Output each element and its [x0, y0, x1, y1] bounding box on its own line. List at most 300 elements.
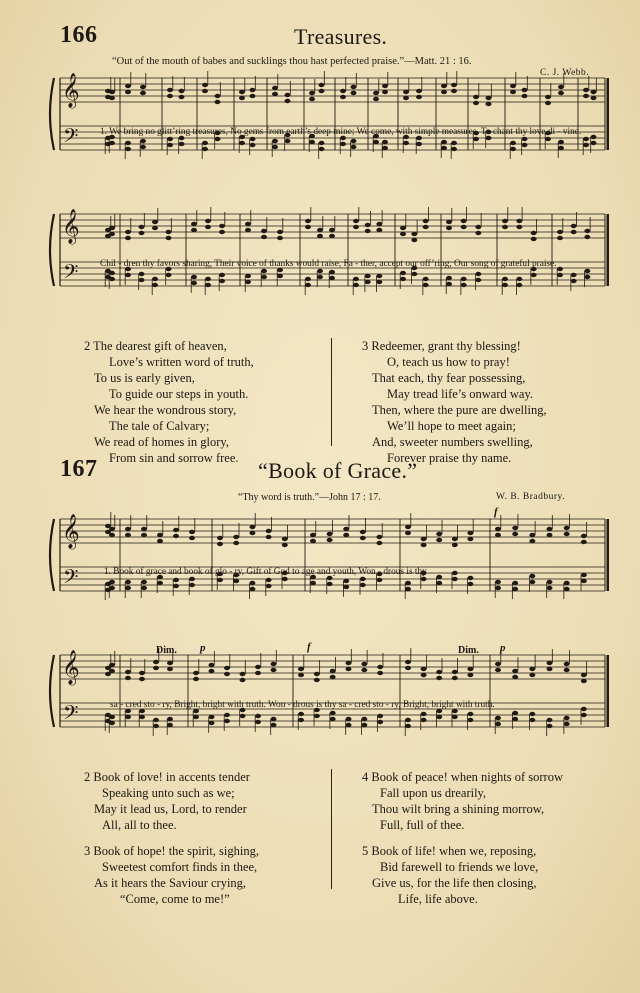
note-head [245, 222, 251, 226]
note-head [373, 140, 379, 144]
note-head [189, 577, 195, 581]
note-head [109, 90, 115, 94]
note-head [416, 89, 422, 93]
note-head [272, 139, 278, 143]
note-head [224, 666, 230, 670]
note-head [495, 668, 501, 672]
verse-line: Love’s written word of truth, [109, 355, 254, 369]
note-head [125, 90, 131, 94]
note-head [353, 283, 359, 287]
verse-line: And, sweeter numbers swelling, [372, 435, 533, 449]
note-head [305, 283, 311, 287]
note-head [584, 229, 590, 233]
note-head [564, 716, 570, 720]
note-head [591, 96, 597, 100]
note-head [441, 140, 447, 144]
note-head [405, 581, 411, 585]
note-head [558, 146, 564, 150]
bass-clef: 𝄢 [63, 124, 79, 152]
note-head [405, 724, 411, 728]
note-head [166, 236, 172, 240]
note-head [193, 677, 199, 681]
note-head [452, 537, 458, 541]
note-head [360, 577, 366, 581]
note-head [376, 535, 382, 539]
verse-block-left [84, 769, 259, 907]
final-barline-thick [607, 214, 610, 286]
note-head [271, 717, 277, 721]
note-head [529, 580, 535, 584]
note-head [191, 275, 197, 279]
note-head [564, 722, 570, 726]
note-head [467, 667, 473, 671]
note-head [139, 231, 145, 235]
note-head [309, 140, 315, 144]
note-head [271, 662, 277, 666]
note-head [125, 84, 131, 88]
note-head [109, 96, 115, 100]
note-head [591, 90, 597, 94]
note-head [125, 676, 131, 680]
verse-block-right [362, 338, 547, 466]
verse-divider [331, 338, 332, 446]
note-head [557, 273, 563, 277]
note-head [179, 89, 185, 93]
note-head [167, 667, 173, 671]
verse-line: That each, thy fear possessing, [372, 371, 526, 385]
note-head [271, 723, 277, 727]
note-head [285, 93, 291, 97]
verse-line: Life, life above. [398, 892, 478, 906]
note-head [340, 95, 346, 99]
note-head [239, 96, 245, 100]
note-head [319, 141, 325, 145]
note-head [319, 147, 325, 151]
note-head [219, 224, 225, 228]
note-head [486, 96, 492, 100]
note-head [343, 533, 349, 537]
note-head [191, 222, 197, 226]
note-head [125, 580, 131, 584]
final-barline-thick [607, 78, 610, 150]
note-head [219, 230, 225, 234]
note-head [167, 94, 173, 98]
note-head [584, 269, 590, 273]
note-head [109, 669, 115, 673]
note-head [545, 137, 551, 141]
note-head [416, 95, 422, 99]
note-head [109, 232, 115, 236]
note-head [125, 141, 131, 145]
note-head [581, 573, 587, 577]
note-head [266, 529, 272, 533]
note-head [583, 88, 589, 92]
verse-line: O, teach us how to pray! [387, 355, 510, 369]
note-head [189, 583, 195, 587]
note-head [329, 276, 335, 280]
note-head [405, 660, 411, 664]
note-head [547, 724, 553, 728]
note-head [309, 91, 315, 95]
note-head [376, 578, 382, 582]
note-head [153, 666, 159, 670]
note-head [571, 279, 577, 283]
note-head [153, 660, 159, 664]
note-head [376, 222, 382, 226]
note-head [436, 581, 442, 585]
note-head [473, 95, 479, 99]
note-head [109, 580, 115, 584]
hymn-title: “Book of Grace.” [258, 458, 418, 483]
verse-line: We read of homes in glory, [94, 435, 229, 449]
note-head [240, 672, 246, 676]
note-head [140, 85, 146, 89]
note-head [215, 137, 221, 141]
note-head [272, 86, 278, 90]
note-head [249, 531, 255, 535]
note-head [475, 225, 481, 229]
note-head [373, 97, 379, 101]
note-head [467, 582, 473, 586]
note-head [109, 277, 115, 281]
note-head [591, 135, 597, 139]
note-head [531, 231, 537, 235]
note-head [403, 141, 409, 145]
note-head [152, 283, 158, 287]
note-head [125, 273, 131, 277]
note-head [329, 228, 335, 232]
note-head [202, 89, 208, 93]
note-head [547, 533, 553, 537]
note-head [583, 94, 589, 98]
note-head [249, 587, 255, 591]
note-head [516, 225, 522, 229]
note-head [529, 539, 535, 543]
verse-line: Give us, for the life then closing, [372, 876, 537, 890]
note-head [361, 717, 367, 721]
note-head [140, 139, 146, 143]
note-head [557, 230, 563, 234]
note-head [467, 531, 473, 535]
note-head [330, 717, 336, 721]
note-head [516, 219, 522, 223]
scripture-reference: “Thy word is truth.”—John 17 : 17. [238, 492, 381, 503]
note-head [327, 538, 333, 542]
note-head [360, 583, 366, 587]
note-head [215, 94, 221, 98]
note-head [224, 719, 230, 723]
note-head [467, 712, 473, 716]
note-head [522, 94, 528, 98]
note-head [564, 662, 570, 666]
note-head [109, 271, 115, 275]
dynamic-mark: Dim. [458, 645, 479, 656]
note-head [564, 526, 570, 530]
note-head [249, 581, 255, 585]
note-head [157, 539, 163, 543]
note-head [512, 717, 518, 721]
note-head [452, 676, 458, 680]
note-head [382, 140, 388, 144]
note-head [173, 528, 179, 532]
note-head [558, 140, 564, 144]
note-head [377, 714, 383, 718]
dynamic-mark: p [500, 642, 506, 654]
note-head [451, 141, 457, 145]
note-head [564, 587, 570, 591]
note-head [529, 533, 535, 537]
note-head [249, 525, 255, 529]
note-head [240, 714, 246, 718]
note-head [217, 536, 223, 540]
note-head [255, 714, 261, 718]
verse-line: “Come, come to me!” [120, 892, 230, 906]
note-head [473, 101, 479, 105]
note-head [219, 273, 225, 277]
note-head [298, 712, 304, 716]
verse-line: Bid farewell to friends we love, [380, 860, 539, 874]
note-head [411, 232, 417, 236]
note-head [502, 277, 508, 281]
note-head [376, 274, 382, 278]
verse-block-left [84, 338, 254, 466]
note-head [495, 716, 501, 720]
note-head [557, 267, 563, 271]
note-head [152, 226, 158, 230]
note-head [250, 137, 256, 141]
note-head [446, 226, 452, 230]
note-head [329, 234, 335, 238]
brace [50, 519, 54, 591]
note-head [255, 720, 261, 724]
note-head [305, 225, 311, 229]
note-head [473, 137, 479, 141]
note-head [400, 271, 406, 275]
note-head [319, 83, 325, 87]
note-head [475, 272, 481, 276]
note-head [405, 525, 411, 529]
note-head [209, 669, 215, 673]
verse-line: 4 Book of peace! when nights of sorrow [362, 770, 563, 784]
note-head [365, 223, 371, 227]
note-head [522, 143, 528, 147]
note-head [564, 581, 570, 585]
note-head [376, 280, 382, 284]
note-head [166, 230, 172, 234]
note-head [157, 581, 163, 585]
spacer [362, 833, 563, 843]
note-head [405, 531, 411, 535]
note-head [298, 667, 304, 671]
note-head [314, 678, 320, 682]
note-head [353, 277, 359, 281]
note-head [346, 661, 352, 665]
hymn-number: 166 [60, 22, 98, 48]
note-head [343, 585, 349, 589]
note-head [140, 91, 146, 95]
note-head [343, 579, 349, 583]
note-head [217, 542, 223, 546]
note-head [173, 534, 179, 538]
note-head [139, 671, 145, 675]
spacer [84, 833, 259, 843]
note-head [441, 90, 447, 94]
treble-clef: 𝄞 [62, 73, 80, 108]
note-head [202, 147, 208, 151]
note-head [153, 718, 159, 722]
note-head [452, 715, 458, 719]
note-head [109, 533, 115, 537]
note-head [421, 712, 427, 716]
composer-credit: W. B. Bradbury. [496, 492, 566, 502]
note-head [351, 91, 357, 95]
note-head [436, 538, 442, 542]
note-head [255, 665, 261, 669]
note-head [353, 225, 359, 229]
note-head [285, 139, 291, 143]
lyric-line: sa - cred sto - ry, Bright, bright with truth. Won - drous is thy sa - cred sto - ry, Bright, bright with truth. [110, 700, 495, 710]
note-head [512, 526, 518, 530]
note-head [446, 282, 452, 286]
note-head [261, 269, 267, 273]
note-head [451, 89, 457, 93]
verse-line: To us is early given, [94, 371, 195, 385]
note-head [436, 676, 442, 680]
note-head [272, 92, 278, 96]
note-head [365, 229, 371, 233]
verse-line: The tale of Calvary; [109, 419, 210, 433]
note-head [239, 141, 245, 145]
note-head [421, 667, 427, 671]
note-head [266, 535, 272, 539]
note-head [522, 88, 528, 92]
note-head [583, 143, 589, 147]
note-head [436, 575, 442, 579]
note-head [421, 543, 427, 547]
note-head [512, 711, 518, 715]
note-head [109, 663, 115, 667]
note-head [400, 277, 406, 281]
note-head [486, 102, 492, 106]
note-head [215, 100, 221, 104]
note-head [423, 283, 429, 287]
note-head [277, 236, 283, 240]
note-head [531, 237, 537, 241]
note-head [277, 274, 283, 278]
note-head [495, 527, 501, 531]
note-head [314, 714, 320, 718]
note-head [209, 663, 215, 667]
note-head [436, 532, 442, 536]
note-head [382, 146, 388, 150]
note-head [510, 147, 516, 151]
note-head [205, 225, 211, 229]
note-head [330, 669, 336, 673]
note-head [502, 219, 508, 223]
note-head [298, 718, 304, 722]
note-head [377, 720, 383, 724]
note-head [558, 91, 564, 95]
note-head [581, 540, 587, 544]
note-head [353, 219, 359, 223]
note-head [125, 670, 131, 674]
note-head [261, 275, 267, 279]
note-head [330, 675, 336, 679]
note-head [421, 718, 427, 722]
lyric-line: 1. We bring no glitt’ring treasures, No gems from earth’s deep mine; We come, with simple measures, To chant thy love di - vine. [100, 127, 582, 137]
note-head [317, 275, 323, 279]
dynamic-mark: Dim. [156, 645, 177, 656]
note-head [452, 543, 458, 547]
treble-clef: 𝄞 [62, 514, 80, 549]
note-head [139, 677, 145, 681]
note-head [309, 97, 315, 101]
note-head [239, 90, 245, 94]
note-head [125, 533, 131, 537]
note-head [351, 139, 357, 143]
note-head [512, 587, 518, 591]
note-head [343, 527, 349, 531]
note-head [250, 94, 256, 98]
note-head [495, 580, 501, 584]
note-head [531, 273, 537, 277]
note-head [360, 530, 366, 534]
note-head [400, 226, 406, 230]
note-head [109, 226, 115, 230]
verse-line: May tread life’s onward way. [387, 387, 534, 401]
note-head [245, 274, 251, 278]
note-head [452, 670, 458, 674]
note-head [403, 96, 409, 100]
note-head [584, 235, 590, 239]
note-head [189, 536, 195, 540]
note-head [411, 272, 417, 276]
note-head [167, 661, 173, 665]
note-head [558, 85, 564, 89]
hymn-number: 167 [60, 456, 98, 482]
scripture-reference: “Out of the mouth of babes and sucklings thou hast perfected praise.”—Matt. 21 : 16. [112, 56, 472, 67]
verse-line: Full, full of thee. [380, 818, 465, 832]
note-head [179, 95, 185, 99]
note-head [219, 279, 225, 283]
note-head [240, 678, 246, 682]
note-head [125, 147, 131, 151]
note-head [495, 722, 501, 726]
note-head [436, 715, 442, 719]
verse-line: Then, where the pure are dwelling, [372, 403, 547, 417]
note-head [547, 527, 553, 531]
note-head [373, 91, 379, 95]
note-head [153, 724, 159, 728]
final-barline-thick [607, 655, 610, 727]
note-head [495, 533, 501, 537]
note-head [382, 90, 388, 94]
composer-credit: C. J. Webb. [540, 68, 590, 78]
note-head [310, 539, 316, 543]
verse-line: 3 Redeemer, grant thy blessing! [362, 339, 521, 353]
hymn-title: Treasures. [294, 24, 388, 49]
note-head [250, 143, 256, 147]
note-head [189, 530, 195, 534]
verse-line: 2 The dearest gift of heaven, [84, 339, 227, 353]
note-head [376, 541, 382, 545]
note-head [233, 579, 239, 583]
note-head [209, 715, 215, 719]
note-head [403, 90, 409, 94]
note-head [571, 273, 577, 277]
note-head [405, 666, 411, 670]
note-head [581, 713, 587, 717]
